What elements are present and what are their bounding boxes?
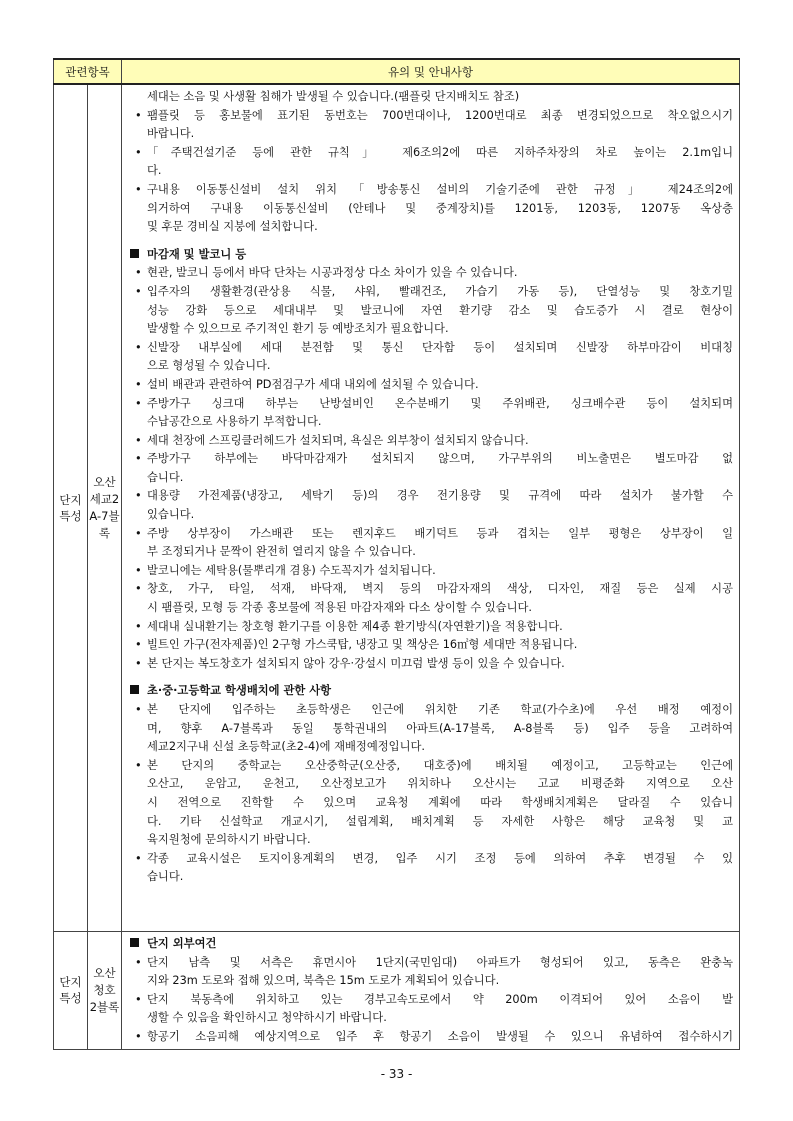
text-line: 며, 향후 A-7블록과 동일 통학권내의 아파트(A-17블록, A-8블록 등) 입주 등을 고려하여 <box>147 721 733 735</box>
text-line: 수납공간으로 사용하기 부적합니다. <box>147 415 322 429</box>
square-bullet-icon <box>130 938 139 947</box>
document-page <box>53 58 740 1050</box>
text-line: 세교2지구내 신설 초등학교(초2-4)에 재배정예정입니다. <box>147 740 425 754</box>
section-heading <box>128 935 733 954</box>
header-related-item: 관련항목 <box>54 59 122 84</box>
page-number: - 33 - <box>380 1067 413 1081</box>
table-row <box>54 84 740 932</box>
bullet-item: • 입주자의 생활환경(관상용 식물, 샤워, 빨래건조, 가습기 가동 등), 단열성능 및 창호기밀 <box>128 283 733 302</box>
text-line: 성능 강화 등으로 세대내부 및 발코니에 자연 환기량 감소 및 습도증가 시 결로 현상이 <box>147 303 733 317</box>
table-header-row <box>54 59 740 84</box>
sub-line: 오산 <box>93 965 116 980</box>
sub-line: 오산 <box>93 475 116 489</box>
bullet-item: • 주방가구 하부에는 바닥마감재가 설치되지 않으며, 가구부위의 비노출면은 별도마감 없 <box>128 450 733 469</box>
bullet-item: • 대용량 가전제품(냉장고, 세탁기 등)의 경우 전기용량 및 규격에 따라 설치가 불가할 수 <box>128 487 733 506</box>
notice-table <box>53 58 740 1050</box>
header-notice: 유의 및 안내사항 <box>122 59 740 84</box>
text-line: 지와 23m 도로와 접해 있으며, 북측은 15m 도로가 계획되어 있습니다. <box>147 974 500 988</box>
text-line: 육지원청에 문의하시기 바랍니다. <box>147 833 311 847</box>
text-line: 부 조정되거나 문짝이 완전히 열리지 않을 수 있습니다. <box>147 545 416 559</box>
text-line: 시 팸플릿, 모형 등 각종 홍보물에 적용된 마감자재와 다소 상이할 수 있습니다. <box>147 601 532 615</box>
bullet-item: • 빌트인 가구(전자제품)인 2구형 가스쿡탑, 냉장고 및 책상은 16㎡형 세대만 적용됩니다. <box>128 636 733 655</box>
subcategory-cell <box>88 932 122 1050</box>
text-line: 발생할 수 있으므로 주기적인 환기 등 예방조치가 필요합니다. <box>147 322 449 336</box>
bullet-item: • 팸플릿 등 홍보물에 표기된 동번호는 700번대이나, 1200번대로 최종 변경되었으므로 착오없으시기 <box>128 107 733 126</box>
bullet-item: • 구내용 이동통신설비 설치 위치 「방송통신 설비의 기술기준에 관한 규정」 제24조의2에 <box>128 181 733 200</box>
bullet-item: • 단지 북동측에 위치하고 있는 경부고속도로에서 약 200m 이격되어 있어 소음이 발 <box>128 991 733 1010</box>
bullet-item: • 본 단지는 복도창호가 설치되지 않아 강우·강설시 미끄럼 발생 등이 있을 수 있습니다. <box>128 655 733 674</box>
sub-line: 청호 <box>93 982 116 997</box>
bullet-item: • 단지 남측 및 서측은 휴먼시아 1단지(국민임대) 아파트가 형성되어 있고, 동측은 완충녹 <box>128 954 733 973</box>
text-line: 바랍니다. <box>147 127 195 141</box>
bullet-item: • 항공기 소음피해 예상지역으로 입주 후 항공기 소음이 발생될 수 있으니 유념하여 접수하시기 <box>128 1028 733 1047</box>
square-bullet-icon <box>130 685 139 694</box>
bullet-item: • 창호, 가구, 타일, 석재, 바닥재, 벽지 등의 마감자재의 색상, 디자인, 재질 등은 실제 시공 <box>128 580 733 599</box>
sub-line: A-7블록 <box>89 509 120 540</box>
sub-line: 세교2 <box>89 492 120 506</box>
bullet-item: • 발코니에는 세탁용(물뿌리개 겸용) 수도꼭지가 설치됩니다. <box>128 562 733 581</box>
bullet-item: • 주방 상부장이 가스배관 또는 렌지후드 배기덕트 등과 겹치는 일부 평형은 상부장이 일 <box>128 525 733 544</box>
text-line: 습니다. <box>147 470 184 484</box>
section-heading <box>128 682 733 701</box>
text-line: 의거하여 구내용 이동통신설비 (안테나 및 중계장치)를 1201동, 1203동, 1207동 옥상층 <box>147 201 733 215</box>
sub-line: 2블록 <box>89 999 120 1014</box>
text-line: 시 전역으로 진학할 수 있으며 교육청 계획에 따라 학생배치계획은 달라질 수 있습니 <box>147 795 733 809</box>
text-line: 다. <box>147 164 162 178</box>
text-line: 습니다. <box>147 870 184 884</box>
text-line: 생할 수 있음을 확인하시고 청약하시기 바랍니다. <box>147 1011 387 1025</box>
section-heading-text: 마감재 및 발코니 등 <box>147 247 247 261</box>
text-line: 다. 기타 신설학교 개교시기, 설립계획, 배치계획 등 자세한 사항은 해당 교육청 및 교 <box>147 814 733 828</box>
text-line: 및 후문 경비실 지붕에 설치합니다. <box>147 220 318 234</box>
section-gap <box>128 237 733 246</box>
notice-content <box>122 932 740 1050</box>
subcategory-cell <box>88 84 122 932</box>
text-line: 세대는 소음 및 사생활 침해가 발생될 수 있습니다.(팸플릿 단지배치도 참조) <box>147 90 520 103</box>
bullet-item: • 「주택건설기준 등에 관한 규칙」 제6조의2에 따른 지하주차장의 차로 높이는 2.1m입니 <box>128 144 733 163</box>
category-cell: 단지특성 <box>54 84 88 932</box>
bullet-item: • 신발장 내부실에 세대 분전함 및 통신 단자함 등이 설치되며 신발장 하부마감이 비대칭 <box>128 339 733 358</box>
category-cell: 단지특성 <box>54 932 88 1050</box>
bullet-item: • 본 단지에 입주하는 초등학생은 인근에 위치한 기존 학교(가수초)에 우선 배정 예정이 <box>128 701 733 720</box>
bullet-item: • 각종 교육시설은 토지이용계획의 변경, 입주 시기 조정 등에 의하여 추후 변경될 수 있 <box>128 850 733 869</box>
notice-content <box>122 84 740 932</box>
bullet-item: • 세대내 실내환기는 창호형 환기구를 이용한 제4종 환기방식(자연환기)을 적용합니다. <box>128 618 733 637</box>
section-gap <box>128 673 733 682</box>
text-line: 으로 형성될 수 있습니다. <box>147 359 271 373</box>
bullet-item: • 현관, 발코니 등에서 바닥 단차는 시공과정상 다소 차이가 있을 수 있습니다. <box>128 264 733 283</box>
square-bullet-icon <box>130 249 139 258</box>
bullet-item: • 세대 천장에 스프링클러헤드가 설치되며, 욕실은 외부창이 설치되지 않습니다. <box>128 432 733 451</box>
section-heading-text: 초·중·고등학교 학생배치에 관한 사항 <box>147 684 332 698</box>
bullet-item: • 주방가구 싱크대 하부는 난방설비인 온수분배기 및 주위배관, 싱크배수관 등이 설치되며 <box>128 395 733 414</box>
section-heading-text: 단지 외부여건 <box>147 937 217 950</box>
section-heading <box>128 246 733 265</box>
table-row <box>54 932 740 1050</box>
bullet-item: • 설비 배관과 관련하여 PD점검구가 세대 내외에 설치될 수 있습니다. <box>128 376 733 395</box>
bullet-item: • 본 단지의 중학교는 오산중학군(오산중, 대호중)에 배치될 예정이고, 고등학교는 인근에 <box>128 757 733 776</box>
text-line: 있습니다. <box>147 508 195 522</box>
text-line: 오산고, 운암고, 운천고, 오산정보고가 위치하나 오산시는 고교 비평준화 지역으로 오산 <box>147 777 733 791</box>
